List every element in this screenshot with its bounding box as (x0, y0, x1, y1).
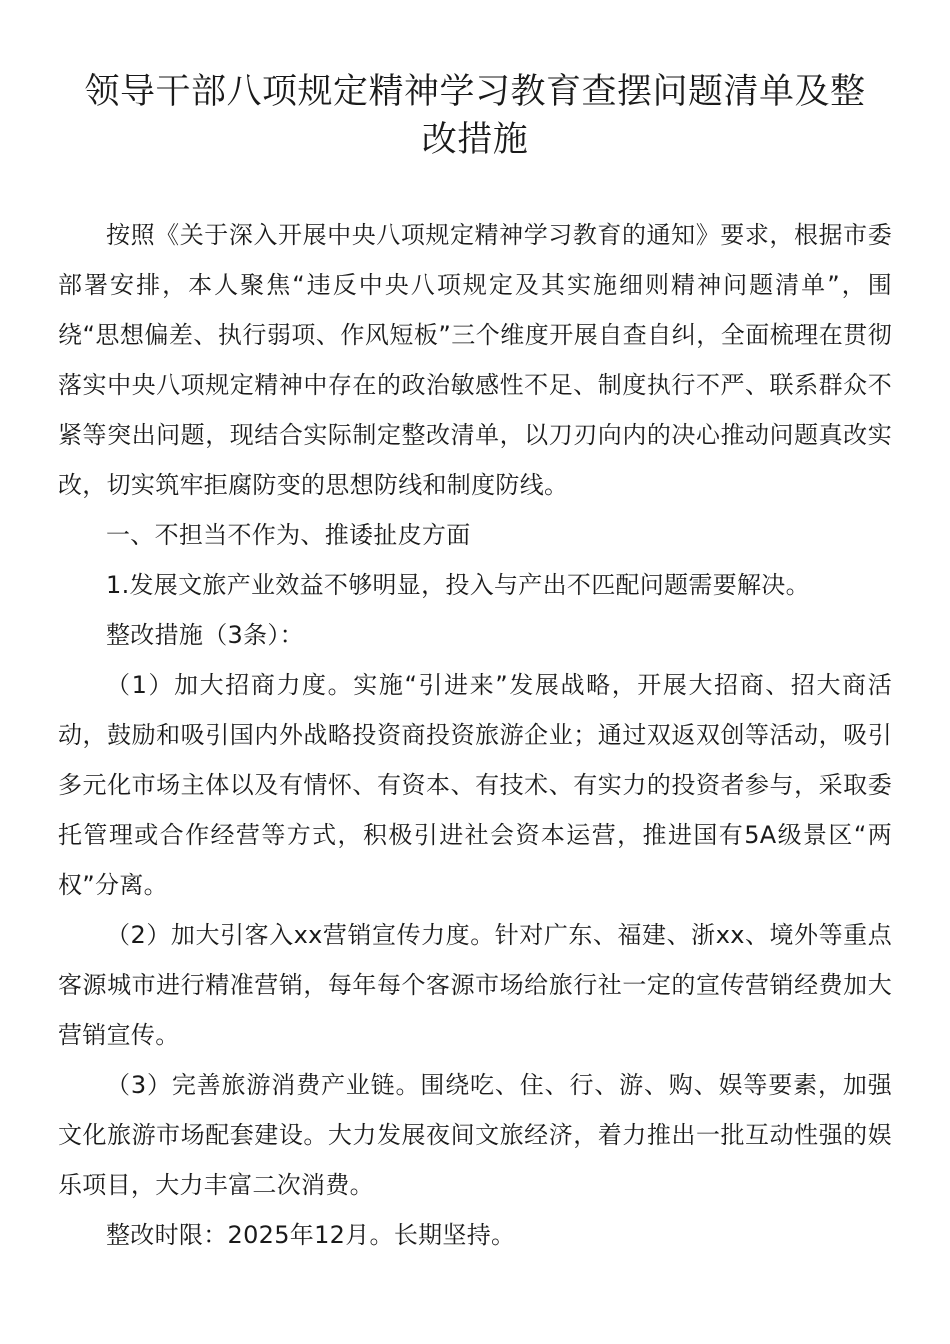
section-heading: 一、不担当不作为、推诿扯皮方面 (106, 521, 471, 549)
measure-item-1: （1）加大招商力度。实施“引进来”发展战略，开展大招商、招大商活动，鼓励和吸引国内外战略投资商投资旅游企业；通过双返双创等活动，吸引多元化市场主体以及有情怀、有资本、有技术、有实力的投资者参与，采取委托管理或合作经营等方式，积极引进社会资本运营，推进国有5A级景区“两权”分离。 (58, 671, 892, 899)
measure-item-3: （3）完善旅游消费产业链。围绕吃、住、行、游、购、娱等要素，加强文化旅游市场配套建设。大力发展夜间文旅经济，着力推出一批互动性强的娱乐项目，大力丰富二次消费。 (58, 1071, 892, 1199)
deadline-line: 整改时限：2025年12月。长期坚持。 (106, 1221, 516, 1249)
document-title: 领导干部八项规定精神学习教育查摆问题清单及整改措施 (84, 72, 866, 160)
measures-heading: 整改措施（3条）： (106, 621, 304, 649)
document-body (58, 210, 892, 1260)
measure-item-2: （2）加大引客入xx营销宣传力度。针对广东、福建、浙xx、境外等重点客源城市进行精准营销，每年每个客源市场给旅行社一定的宣传营销经费加大营销宣传。 (58, 921, 892, 1049)
issue-item: 1.发展文旅产业效益不够明显，投入与产出不匹配问题需要解决。 (106, 571, 810, 599)
intro-paragraph: 按照《关于深入开展中央八项规定精神学习教育的通知》要求，根据市委部署安排，本人聚焦“违反中央八项规定及其实施细则精神问题清单”，围绕“思想偏差、执行弱项、作风短板”三个维度开展自查自纠，全面梳理在贯彻落实中央八项规定精神中存在的政治敏感性不足、制度执行不严、联系群众不紧等突出问题，现结合实际制定整改清单，以刀刃向内的决心推动问题真改实改，切实筑牢拒腐防变的思想防线和制度防线。 (58, 221, 892, 499)
